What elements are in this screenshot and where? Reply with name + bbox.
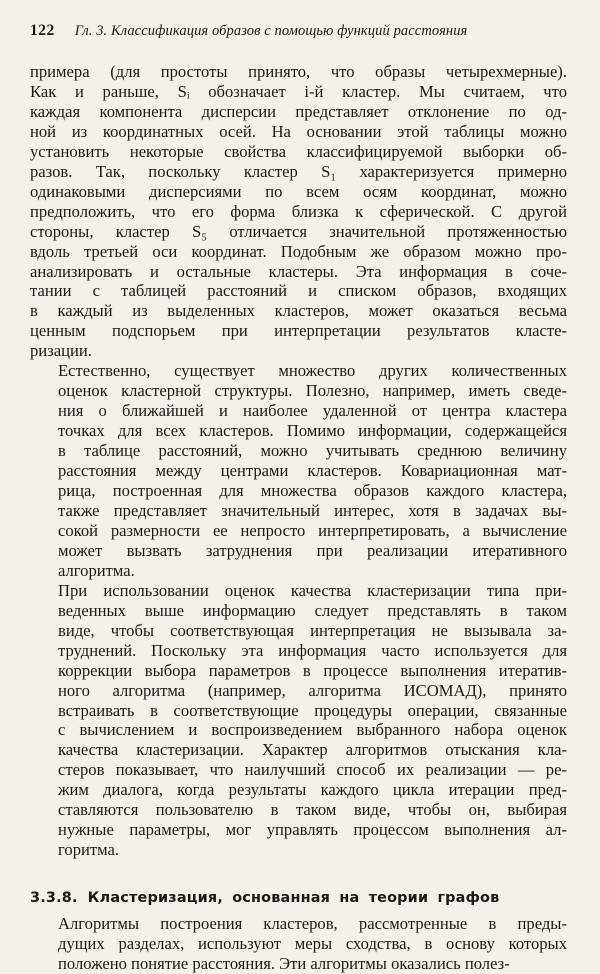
text-line: сокой размерности ее непросто интерпретировать, а вычисление bbox=[58, 520, 567, 540]
text-line: анализировать и остальные кластеры. Эта информация в соче- bbox=[30, 261, 567, 281]
text-line: стеров показывает, что наилучший способ их реализации — ре- bbox=[58, 760, 567, 780]
running-title: Гл. 3. Классификация образов с помощью функций расстояния bbox=[74, 23, 468, 39]
text-line: разов. Так, поскольку кластер S₁ характеризуется примерно bbox=[30, 161, 567, 181]
text-line: Естественно, существует множество других количественных bbox=[58, 361, 567, 381]
text-line: горитма. bbox=[58, 840, 120, 860]
section-number: 3.3.8. bbox=[30, 890, 78, 907]
text-line: встраивать в соответствующие процедуры операции, связанные bbox=[58, 700, 567, 720]
text-line: качества кластеризации. Характер алгоритмов отыскания кла- bbox=[58, 740, 567, 760]
text-line: труднений. Поскольку эта информация часто используется для bbox=[58, 640, 567, 660]
text-line: нужные параметры, мог управлять процессом выполнения ал- bbox=[58, 820, 567, 840]
text-line: предположить, что его форма близка к сферической. С другой bbox=[30, 201, 567, 221]
text-line: дущих разделах, используют меры сходства, в основу которых bbox=[58, 934, 567, 954]
text-line: в таблице расстояний, можно учитывать среднюю величину bbox=[58, 441, 567, 461]
running-head bbox=[30, 22, 567, 52]
paragraph bbox=[30, 914, 567, 974]
text-line: расстояния между центрами кластеров. Ковариационная мат- bbox=[58, 461, 567, 481]
text-line: рица, построенная для множества образов каждого кластера, bbox=[58, 481, 567, 501]
text-line: тании с таблицей расстояний и списком образов, входящих bbox=[30, 281, 567, 301]
text-line: коррекции выбора параметров в процессе выполнения итератив- bbox=[58, 660, 567, 680]
text-line: стороны, кластер S₅ отличается значительной протяженностью bbox=[30, 221, 567, 241]
text-line: жим диалога, когда результаты каждого цикла итерации пред- bbox=[58, 780, 567, 800]
text-line: может вызвать затруднения при реализации итеративного bbox=[58, 540, 567, 560]
text-line: примера (для простоты принято, что образы четырехмерные). bbox=[30, 62, 567, 81]
text-line: ставляются пользователю в таком виде, чтобы он, выбирая bbox=[58, 800, 567, 820]
text-line: ризации. bbox=[30, 341, 92, 361]
text-line: каждая компонента дисперсии представляет отклонение по од- bbox=[30, 101, 567, 121]
text-line: также представляет значительный интерес, хотя в задачах вы- bbox=[58, 500, 567, 520]
text-line: При использовании оценок качества кластеризации типа при- bbox=[58, 580, 567, 600]
text-line: виде, чтобы соответствующая интерпретация не вызывала за- bbox=[58, 620, 567, 640]
text-line: ценным подспорьем при интерпретации результатов класте- bbox=[30, 321, 567, 341]
section-heading bbox=[30, 890, 567, 906]
text-line: ной из координатных осей. На основании этой таблицы можно bbox=[30, 121, 567, 141]
text-line: оценок кластерной структуры. Полезно, например, иметь сведе- bbox=[58, 381, 567, 401]
text-line: точках для всех кластеров. Помимо информации, содержащейся bbox=[58, 421, 567, 441]
text-line: ного алгоритма (например, алгоритма ИСОМАД), принято bbox=[58, 680, 567, 700]
body-text bbox=[30, 62, 567, 974]
text-line: вдоль третьей оси координат. Подобным же образом можно про- bbox=[30, 241, 567, 261]
paragraph bbox=[30, 581, 567, 860]
text-line: Как и раньше, Sᵢ обозначает i-й кластер. Мы считаем, что bbox=[30, 81, 567, 101]
text-line: алгоритма. bbox=[58, 560, 135, 580]
text-line: в каждый из выделенных кластеров, может оказаться весьма bbox=[30, 301, 567, 321]
paragraph bbox=[30, 361, 567, 580]
text-line: установить некоторые свойства классифицируемой выборки об- bbox=[30, 141, 567, 161]
text-line: одинаковыми дисперсиями по всем осям координат, можно bbox=[30, 181, 567, 201]
text-line: положено понятие расстояния. Эти алгоритмы оказались полез- bbox=[58, 954, 510, 974]
text-line: с вычислением и воспроизведением выбранного набора оценок bbox=[58, 720, 567, 740]
text-line: ния о ближайшей и наиболее удаленной от центра кластера bbox=[58, 401, 567, 421]
paragraph bbox=[30, 62, 567, 361]
page-number: 122 bbox=[30, 22, 55, 39]
section-title: Кластеризация, основанная на теории графов bbox=[87, 890, 500, 907]
text-line: веденных выше информацию следует представлять в таком bbox=[58, 600, 567, 620]
text-line: Алгоритмы построения кластеров, рассмотренные в преды- bbox=[58, 914, 567, 934]
